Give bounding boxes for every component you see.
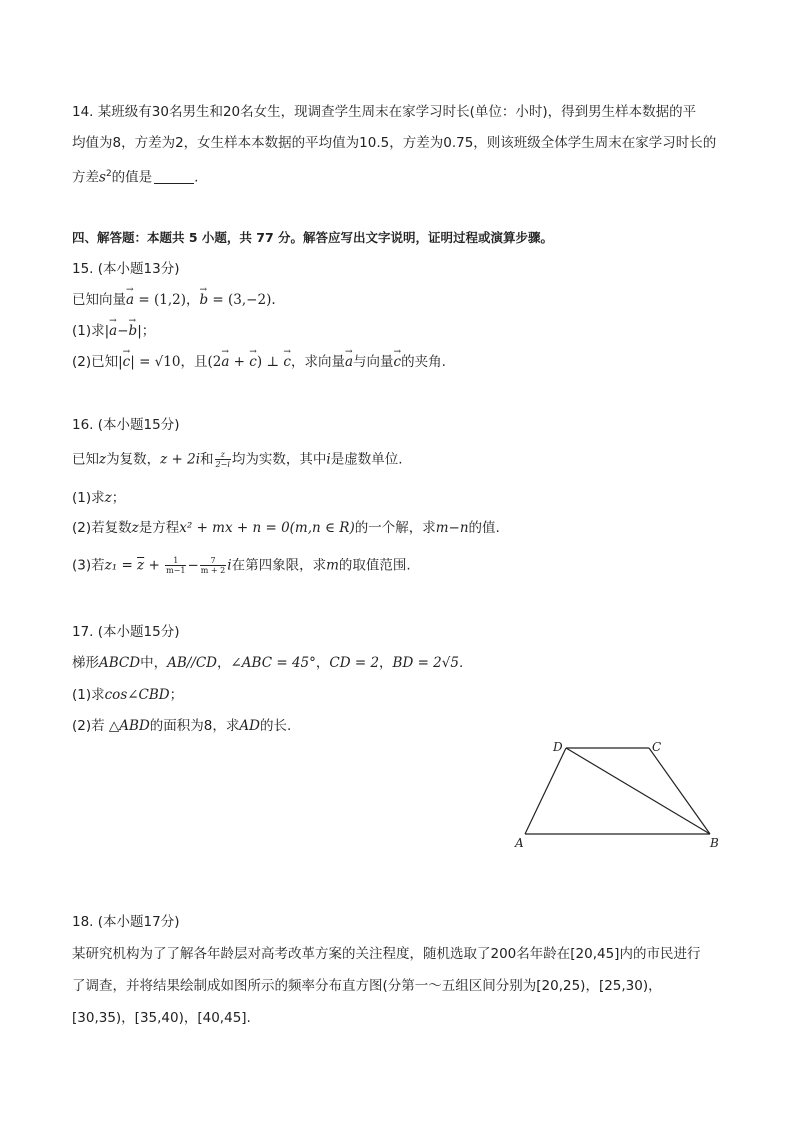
q16-p2-suffix: 的值. [468,520,500,536]
q17-p2-mid: 的面积为8，求 [149,718,240,734]
q17-part-1 [72,686,183,704]
q14-variance-symbol: s [99,169,106,186]
q16-p3-i: i [227,557,232,574]
q15-p2-perp: ) ⊥ [256,354,284,370]
q16-p3-suffix: 的取值范围. [338,557,411,574]
q15-p1-vector-a: → a [109,322,117,340]
q15-given [72,291,276,309]
q17-cond-angle: ∠ABC = 45° [230,655,316,671]
q18-line-1: 某研究机构为了了解各年龄层对高考改革方案的关注程度，随机选取了200名年龄在[20,45]内的市民进行 [72,946,701,962]
q15-p2-plus: + [229,354,250,370]
q17-p1-expr: cos∠CBD [104,687,170,703]
q16-p3-f1-den: m−1 [166,566,186,575]
q17-cond-parallel: AB//CD [167,655,217,671]
q16-p3-f2-num: 7 [200,556,226,566]
q18-line-2: 了调查，并将结果绘制成如图所示的频率分布直方图(分第一～五组区间分别为[20,25)，[25,30)， [72,978,662,994]
q16-p3-plus: + [144,557,165,574]
q15-given-prefix: 已知向量 [72,292,126,308]
q14-variance-exponent: 2 [105,169,112,179]
vertex-label-b: B [710,836,719,850]
q16-and: 和 [200,451,214,468]
trapezoid-figure [505,735,735,855]
q15-p2-vector-c: → c [123,353,131,371]
vertex-label-c: C [652,740,662,754]
q16-p3-z1: z₁ = [104,557,138,574]
q15-p2-text3: 的夹角. [401,354,446,370]
q16-given-mid2: 均为实数，其中 [231,451,327,468]
q16-given-mid: 为复数， [106,451,161,468]
q16-p3-m: m [326,557,339,574]
q16-p2-mid: 是方程 [138,520,180,536]
q14-line-2: 均值为8，方差为2，女生样本本数据的平均值为10.5，方差为0.75，则该班级全体学生周末在家学习时长的 [72,135,717,151]
q17-sep-3: ， [379,655,393,671]
q16-i: i [326,451,331,468]
vector-a: → a [126,291,134,309]
q15-title: 15. (本小题13分) [72,261,180,277]
q16-part-1 [72,489,125,507]
q16-p3-mid: 在第四象限，求 [231,557,327,574]
vertex-label-d: D [553,740,563,754]
q17-p1-suffix: ； [169,687,184,703]
q18-line-3: [30,35)，[35,40)，[40,45]. [72,1010,251,1026]
q17-p2-triangle: ABD [119,718,150,734]
q16-p3-f1-num: 1 [165,556,186,566]
q17-cond-bd: BD = 2√5 [392,655,459,671]
q17-p1-prefix: (1)求 [72,687,105,703]
q16-given [72,450,403,469]
q17-part-2 [72,717,291,735]
vector-b: → b [199,291,208,309]
q16-fraction-den: 2−i [215,460,230,469]
q17-abcd: ABCD [99,655,141,671]
q17-sep-1: ， [217,655,231,671]
q14-line-1: 14. 某班级有30名男生和20名女生，现调查学生周末在家学习时长(单位：小时)，得到男生样本数据的平 [72,104,697,120]
q16-p1-z: z [104,490,112,506]
q18-title: 18. (本小题17分) [72,914,180,930]
q16-p3-minus: − [187,557,199,574]
q17-p2-prefix: (2)若 △ [72,718,120,734]
q16-p3-prefix: (3)若 [72,557,105,574]
q16-p2-expr: m−n [435,520,469,536]
vector-a-value: = (1,2)， [134,292,200,308]
q17-given-prefix: 梯形 [72,655,99,671]
q16-p2-mid2: 的一个解，求 [354,520,436,536]
q15-p2-vector-a: → a [221,353,229,371]
q16-fraction-num: z [215,450,231,460]
q15-part-1 [72,322,155,340]
q16-p2-prefix: (2)若复数 [72,520,132,536]
q15-p2-vector-c3: → c [283,353,291,371]
diagonal-bd [566,748,710,834]
q16-part-2 [72,519,500,537]
q16-p1-suffix: ； [111,490,126,506]
edge-da [525,748,566,834]
q15-p2-vector-c4: → c [394,353,402,371]
q15-p2-text1: ，求向量 [290,354,345,370]
q16-fraction [215,450,231,469]
q15-p2-text2: 与向量 [353,354,394,370]
q17-given [72,654,463,672]
q16-p3-fraction-1 [165,556,186,575]
q15-p1-suffix: |； [137,323,156,339]
q15-p2-vector-c2: → c [249,353,257,371]
q16-p3-f2-den: m + 2 [200,566,226,575]
q16-title: 16. (本小题15分) [72,417,180,433]
q16-z-plus-2i: z + 2i [160,451,201,468]
q15-p2-eq: | = √10，且(2 [130,354,222,370]
q17-sep-2: ， [315,655,330,671]
q17-p2-suffix: 的长. [259,718,292,734]
q14-answer-blank [154,169,194,184]
vector-b-value: = (3,−2). [208,292,276,308]
q14-value-label: 的值是 [111,169,153,186]
q17-p2-ad: AD [239,718,260,734]
q15-p1-minus: − [117,323,129,339]
q16-p3-fraction-2 [200,556,226,575]
q15-p1-vector-b: → b [129,322,138,340]
q17-cond-cd: CD = 2 [329,655,380,671]
q16-z: z [99,451,107,468]
edge-bc [649,748,710,834]
q17-given-mid: 中， [140,655,168,671]
q15-p2-prefix: (2)已知| [72,354,123,370]
q15-part-2 [72,353,446,371]
q15-p2-vector-a2: → a [345,353,353,371]
q14-line-3 [72,165,198,187]
q16-p2-equation: x² + mx + n = 0(m,n ∈ R) [179,520,355,536]
q15-p1-prefix: (1)求| [72,323,110,339]
q16-p2-z: z [131,520,139,536]
q16-p1-prefix: (1)求 [72,490,105,506]
q16-p3-zbar: $\overline{z}$ [137,557,145,574]
q17-given-end: . [458,655,464,671]
q16-given-suffix: 是虚数单位. [330,451,403,468]
q17-title: 17. (本小题15分) [72,624,180,640]
q14-end-period: . [194,169,199,186]
q16-part-3 [72,556,411,575]
section-4-heading: 四、解答题：本题共 5 小题，共 77 分。解答应写出文字说明，证明过程或演算步骤。 [72,230,554,245]
q14-variance-label: 方差 [72,169,99,186]
q16-given-prefix: 已知 [72,451,99,468]
vertex-label-a: A [515,836,524,850]
